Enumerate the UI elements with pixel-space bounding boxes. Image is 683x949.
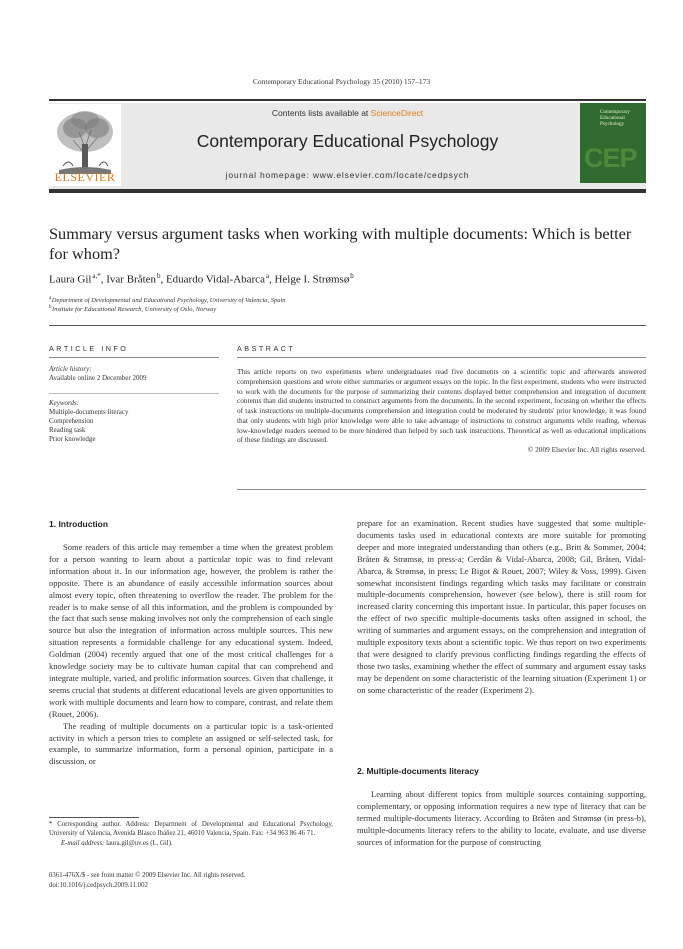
author-name[interactable]: Eduardo Vidal-Abarca <box>165 273 265 286</box>
intro-column <box>49 542 333 768</box>
history-label: Article history: <box>49 365 92 373</box>
author-marks: b <box>156 272 161 280</box>
author-name[interactable]: Helge I. Strømsø <box>274 273 350 286</box>
cover-title: Contemporary Educational Psychology <box>600 109 630 127</box>
author-list: Laura Gil $^{a,*}$, Ivar Bråten $^b$, Eduardo Vidal-Abarca $^a$, Helge I. Strømsø $^b$ <box>49 272 354 286</box>
paragraph: Some readers of this article may remember a time when the greatest problem for a person wanting to learn about a particular topic was to find relevant information about it. In our information age, however, the problem is rather the opposite. There is an abundance of easily accessible information sources about almost every topic, often threatening to overflow the reader. The problem for the reader is to make sense of all this information, and the problem is compounded by the fact that such sense making involves not only the comprehension of each single source but also the integration of information across multiple sources. This new situation represents a formidable challenge for any educational system. Indeed, Goldman (2004) recently argued that one of the most critical challenges for a knowledge society may be to cultivate human capital that can comprehend and integrate multiple, varied, and prolific information sources. Given that challenge, it seems crucial that students at different educational levels are given opportunities to work with multiple documents and learn how to compare, contrast, and relate them (Rouet, 2006). <box>49 542 333 719</box>
article-title: Summary versus argument tasks when working with multiple documents: Which is better for whom? <box>49 224 632 263</box>
author-name[interactable]: Laura Gil <box>49 273 92 286</box>
article-info-rule <box>49 357 219 358</box>
footnote-rule <box>49 817 139 818</box>
section-2-column <box>357 789 646 849</box>
author-marks: a,* <box>92 272 101 280</box>
contents-line <box>49 108 646 118</box>
issn-block <box>49 871 339 891</box>
abstract-body: This article reports on two experiments where undergraduates read five documents on a scientific topic and afterwards answered comprehension questions and wrote either summaries or argument essays on the topic. In the first experiment, students who were instructed to work with the documents for the purpose of summarizing their contents displayed better comprehension and integration of document contents than did students instructed to construct arguments from the documents. In the second experiment, focusing on whether the effects of task instructions on multiple-documents comprehension and integration could be moderated by students' prior knowledge, it was found that only students with high prior knowledge were able to take advantage of instructions to construct arguments while reading, whereas low-knowledge readers seemed to be more hindered than helped by such task instructions. Theoretical as well as educational implications of these findings are discussed. <box>237 367 646 445</box>
affiliation-b: $^b$ Institute for Educational Research, University of Oslo, Norway <box>49 305 217 314</box>
keywords-label: Keywords: <box>49 399 80 407</box>
history-value: Available online 2 December 2009 <box>49 374 147 382</box>
elsevier-wordmark: ELSEVIER <box>54 170 116 184</box>
sciencedirect-link[interactable]: ScienceDirect <box>370 108 424 118</box>
contents-prefix: Contents lists available at <box>271 108 371 118</box>
doi-link[interactable]: doi:10.1016/j.cedpsych.2009.11.002 <box>49 881 148 889</box>
journal-title: Contemporary Educational Psychology <box>196 131 499 151</box>
article-info-heading: ARTICLE INFO <box>49 344 129 353</box>
author-name[interactable]: Ivar Bråten <box>106 273 157 286</box>
header-top-rule <box>49 99 646 101</box>
keyword: Multiple-documents literacy <box>49 408 129 416</box>
right-column <box>357 518 646 697</box>
keyword: Prior knowledge <box>49 435 96 443</box>
abstract-copyright: © 2009 Elsevier Inc. All rights reserved. <box>527 445 646 454</box>
author-marks: a <box>265 272 269 280</box>
keywords-rule <box>49 393 219 394</box>
email-link[interactable]: laura.gil@uv.es (L. Gil). <box>106 839 173 847</box>
keywords-block <box>49 399 224 444</box>
author-marks: b <box>350 272 354 280</box>
keyword: Comprehension <box>49 417 94 425</box>
corresponding-author-footnote <box>49 820 333 848</box>
front-matter-rule <box>49 325 646 326</box>
running-head: Contemporary Educational Psychology 35 (2010) 157–173 <box>252 77 431 86</box>
journal-cover-thumbnail[interactable] <box>580 103 646 183</box>
article-history <box>49 365 224 383</box>
section-2-heading: 2. Multiple-documents literacy <box>357 766 479 776</box>
paragraph: Learning about different topics from multiple sources containing supporting, complementary, or opposing information requires a new type of literacy that can be termed multiple-documents literacy. According to Bråten and Strømsø (in press-b), multiple-documents literacy refers to the ability to locate, evaluate, and use diverse sources of information for the purpose of constructing <box>357 789 646 847</box>
abstract-bottom-rule <box>237 489 646 490</box>
abstract-heading: ABSTRACT <box>237 344 296 353</box>
issn-line: 0361-476X/$ - see front matter © 2009 Elsevier Inc. All rights reserved. <box>49 872 246 879</box>
journal-homepage-link[interactable]: journal homepage: www.elsevier.com/locate/cedpsych <box>225 170 470 180</box>
abstract-rule <box>237 357 646 358</box>
abstract-text <box>237 367 646 455</box>
keyword: Reading task <box>49 426 86 434</box>
email-label: E-mail address: <box>61 839 105 847</box>
affiliation-a: $^a$ Department of Developmental and Educational Psychology, University of Valencia, Spain <box>49 296 286 305</box>
header-bottom-rule <box>49 189 646 193</box>
paragraph: The reading of multiple documents on a particular topic is a task-oriented activity in which a person tries to complete an assigned or self-selected task, for example, to summarize information, form a personal opinion, participate in a discussion, or <box>49 720 333 767</box>
footnote-text: * Corresponding author. Address: Department of Developmental and Educational Psychology, University of Valencia, Avenida Blasco Ibáñez 21, 46010 Valencia, Spain. Fax: +34 963 86 46 71. <box>49 821 333 838</box>
footnote-email <box>49 839 333 848</box>
section-1-heading: 1. Introduction <box>49 519 109 529</box>
cover-abbrev: CEP <box>584 143 637 173</box>
paragraph: prepare for an examination. Recent studies have suggested that some multiple-documents tasks used in educational contexts are more suitable for promoting deeper and more integrated understanding than others (e.g., Britt & Sommer, 2004; Bråten & Strømsø, in press-a; Cerdán & Vidal-Abarca, 2008; Gil, Bråten, Vidal-Abarca, & Strømsø, in press; Le Bigot & Rouet, 2007; Wiley & Voss, 1999). Given somewhat inconsistent findings regarding which tasks may facilitate or constrain multiple-documents comprehension, however (see below), there is still room for increased clarity concerning this important issue. In particular, this paper focuses on the effect of two specific multiple-documents tasks often assigned in school, the writing of summaries and argument essays, on the comprehension and integration of multiple expository texts about a scientific topic. We thus report on two experiments that were designed to clarify previous conflicting findings regarding the effects of those two tasks, examining whether the effect of summary and argument essay tasks may be dependent on some characteristic of the learning situation (Experiment 1) or on some characteristic of the reader (Experiment 2). <box>357 518 646 695</box>
